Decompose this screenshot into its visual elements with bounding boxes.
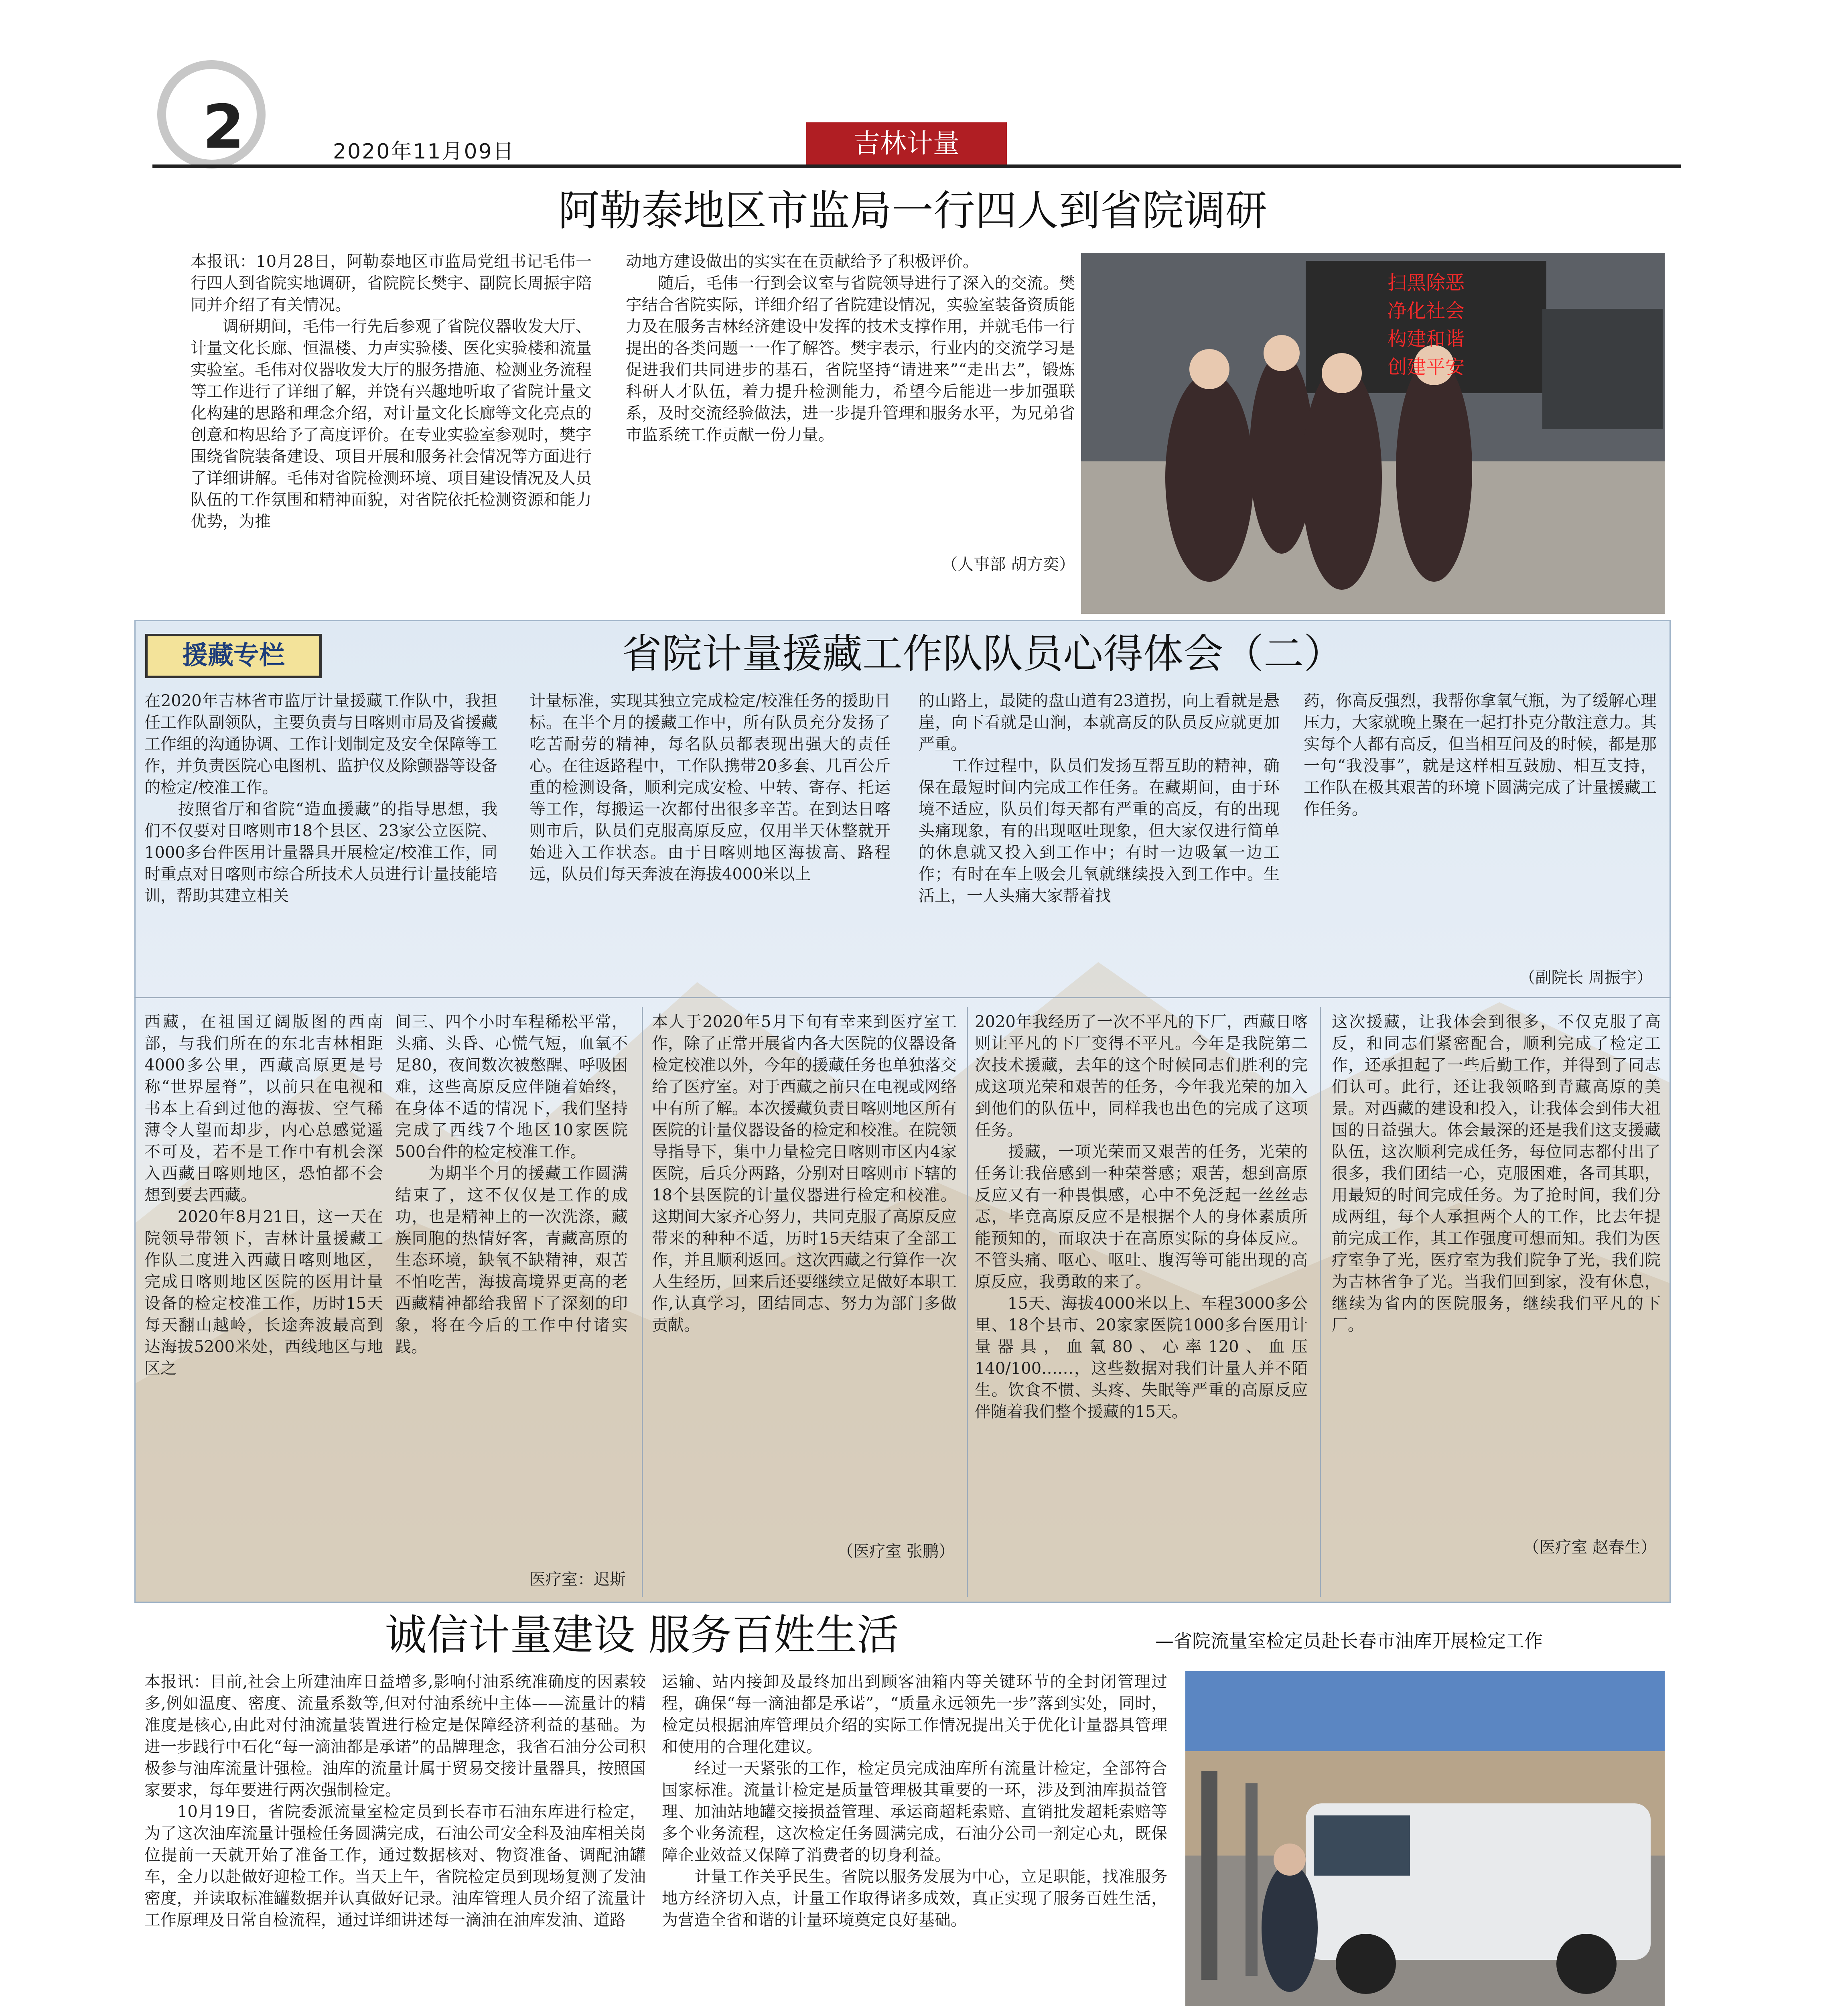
banner-line-3: 构建和谐	[1387, 328, 1465, 350]
banner-line-4: 创建平安	[1387, 356, 1465, 378]
article3-photo	[1185, 1671, 1665, 2006]
article1-byline: （人事部 胡方奕）	[941, 555, 1075, 574]
article1-col1: 本报讯：10月28日，阿勒泰地区市监局党组书记毛伟一行四人到省院实地调研，省院院长樊宇、副院长周振宇陪同并介绍了有关情况。 调研期间，毛伟一行先后参观了省院仪器收发大厅、计量文化长廊、恒温楼、力声实验楼、医化实验楼和流量实验室。毛伟对仪器收发大厅的服务措施、检测业务流程等工作进行了详细了解，并饶有兴趣地听取了省院计量文化构建的思路和理念介绍，对计量文化长廊等文化亮点的创意和构思给予了高度评价。在专业实验室参观时，樊宇围绕省院装备建设、项目开展和服务社会情况等方面进行了详细讲解。毛伟对省院检测环境、项目建设情况及人员队伍的工作氛围和精神面貌，对省院依托检测资源和能力优势，为推	[191, 252, 592, 531]
article2-title: 省院计量援藏工作队队员心得体会（二）	[622, 630, 1344, 677]
article1-title: 阿勒泰地区市监局一行四人到省院调研	[558, 186, 1267, 235]
article2-p1-col3: 的山路上，最陡的盘山道有23道拐，向上看就是悬崖，向下看就是山涧，本就高反的队员反应就更加严重。 工作过程中，队员们发扬互帮互助的精神，确保在最短时间内完成工作任务。在藏期间，由于环境不适应，队员们每天都有严重的高反，有的出现头痛现象，有的出现呕吐现象，但大家仅进行简单的休息就又投入到工作中；有时一边吸氧一边工作；有时在车上吸会儿氧就继续投入到工作中。生活上，一人头痛大家帮着找	[919, 692, 1280, 905]
article2-p2-col1: 西藏，在祖国辽阔版图的西南部，与我们所在的东北吉林相距4000多公里，西藏高原更是号称“世界屋脊”，以前只在电视和书本上看到过他的海拔、空气稀薄令人望而却步，内心总感觉遥不可及，若不是工作中有机会深入西藏日喀则地区，恐怕都不会想到要去西藏。 2020年8月21日，这一天在院领导带领下，吉林计量援藏工作队二度进入西藏日喀则地区，完成日喀则地区医院的医用计量设备的检定校准工作，历时15天每天翻山越岭，长途奔波最高到达海拔5200米处，西线地区与地区之	[144, 1013, 383, 1378]
fuel-truck-photo-illustration	[1185, 1671, 1665, 2006]
article2-p1-col4: 药，你高反强烈，我帮你拿氧气瓶，为了缓解心理压力，大家就晚上聚在一起打扑克分散注意力。其实每个人都有高反，但当相互问及的时候，都是那一句“我没事”，就是这样相互鼓励、相互支持，工作队在极其艰苦的环境下圆满完成了计量援藏工作任务。	[1304, 692, 1657, 818]
article2-p2-col3-byline: （医疗室 张鹏）	[837, 1542, 955, 1561]
article1-col2: 动地方建设做出的实实在在贡献给予了积极评价。 随后，毛伟一行到会议室与省院领导进行了深入的交流。樊宇结合省院实际，详细介绍了省院建设情况，实验室装备资质能力及在服务吉林经济建设中发挥的技术支撑作用，并就毛伟一行提出的各类问题一一作了解答。樊宇表示，行业内的交流学习是促进我们共同进步的基石，省院坚持“请进来”“走出去”，锻炼科研人才队伍，着力提升检测能力，希望今后能进一步加强联系，及时交流经验做法，进一步提升管理和服务水平，为兄弟省市监系统工作贡献一份力量。	[626, 252, 1075, 444]
column-rule	[642, 1007, 643, 1597]
article3-col2: 运输、站内接卸及最终加出到顾客油箱内等关键环节的全封闭管理过程，确保“每一滴油都是承诺”，“质量永远领先一步”落到实处，同时，检定员根据油库管理员介绍的实际工作情况提出关于优化计量器具管理和使用的合理化建议。 经过一天紧张的工作，检定员完成油库所有流量计检定，全部符合国家标准。流量计检定是质量管理极其重要的一环，涉及到油库损益管理、加油站地罐交接损益管理、承运商超耗索赔、直销批发超耗索赔等多个业务流程，这次检定任务圆满完成，石油分公司一剂定心丸，既保障企业效益又保障了消费者的切身利益。 计量工作关乎民生。省院以服务发展为中心，立足职能，找准服务地方经济切入点，计量工作取得诸多成效，真正实现了服务百姓生活，为营造全省和谐的计量环境奠定良好基础。	[662, 1673, 1167, 1929]
article3-subtitle: —省院流量室检定员赴长春市油库开展检定工作	[1155, 1630, 1543, 1652]
article3-col1: 本报讯：目前,社会上所建油库日益增多,影响付油系统准确度的因素较多,例如温度、密度、流量系数等,但对付油系统中主体——流量计的精准度是核心,由此对付油流量装置进行检定是保障经济利益的基础。为进一步践行中石化“每一滴油都是承诺”的品牌理念，我省石油分公司积极参与油库流量计强检。油库的流量计属于贸易交接计量器具，按照国家要求，每年要进行两次强制检定。 10月19日，省院委派流量室检定员到长春市石油东库进行检定，为了这次油库流量计强检任务圆满完成，石油公司安全科及油库相关岗位提前一天就开始了准备工作，通过数据核对、物资准备、调配油罐车，全力以赴做好迎检工作。当天上午，省院检定员到现场复测了发油密度，并读取标准罐数据并认真做好记录。油库管理人员介绍了流量计工作原理及日常自检流程，通过详细讲述每一滴油在油库发油、道路	[144, 1673, 646, 1929]
article2-p2-col2-byline: 医疗室：迟斯	[529, 1570, 626, 1589]
section-name: 吉林计量	[806, 122, 1007, 164]
column-rule	[1320, 1007, 1321, 1597]
article2-p1-col2: 计量标准，实现其独立完成检定/校准任务的援助目标。在半个月的援藏工作中，所有队员充分发扬了吃苦耐劳的精神，每名队员都表现出强大的责任心。在往返路程中，工作队携带20多套、几百公斤重的检测设备，顺利完成安检、中转、寄存、托运等工作，每搬运一次都付出很多辛苦。在到达日喀则市后，队员们克服高原反应，仅用半天休整就开始进入工作状态。由于日喀则地区海拔高、路程远，队员们每天奔波在海拔4000米以上	[529, 692, 891, 883]
article2-p2-col3: 本人于2020年5月下旬有幸来到医疗室工作，除了正常开展省内各大医院的仪器设备检定校准以外，今年的援藏任务也单独落交给了医疗室。对于西藏之前只在电视或网络中有所了解。本次援藏负责日喀则地区所有医院的计量仪器设备的检定和校准。在院领导指导下，集中力量检完日喀则市区内4家医院，后兵分两路，分别对日喀则市下辖的18个县医院的计量仪器进行检定和校准。这期间大家齐心努力，共同克服了高原反应带来的种种不适，历时15天结束了全部工作，并且顺利返回。这次西藏之行算作一次人生经历，回来后还要继续立足做好本职工作,认真学习，团结同志、努力为部门多做贡献。	[652, 1013, 957, 1334]
issue-date: 2020年11月09日	[333, 140, 515, 164]
banner-line-1: 扫黑除恶	[1387, 272, 1465, 294]
article1-photo	[1081, 253, 1665, 614]
article2-p1-byline: （副院长 周振宇）	[1519, 968, 1653, 987]
article2-p2-col5-byline: （医疗室 赵春生）	[1523, 1538, 1657, 1557]
banner-line-2: 净化社会	[1387, 300, 1465, 322]
article2-p2-col5: 这次援藏，让我体会到很多，不仅克服了高反，和同志们紧密配合，顺利完成了检定工作，还承担起了一些后勤工作，并得到了同志们认可。此行，还让我领略到青藏高原的美景。对西藏的建设和投入，让我体会到伟大祖国的日益强大。体会最深的还是我们这支援藏队伍，这次顺利完成任务，每位同志都付出了很多，我们团结一心，克服困难，各司其职，用最短的时间完成任务。为了抢时间，我们分成两组，每个人承担两个人的工作，比去年提前完成工作，其工作强度可想而知。我们为医疗室争了光，医疗室为我们院争了光，我们院为吉林省争了光。当我们回到家，没有休息，继续为省内的医院服务，继续我们平凡的下厂。	[1332, 1013, 1661, 1334]
article3-title: 诚信计量建设 服务百姓生活	[385, 1610, 899, 1659]
article2-p1-col1: 在2020年吉林省市监厅计量援藏工作队中，我担任工作队副领队，主要负责与日喀则市局及省援藏工作组的沟通协调、工作计划制定及安全保障等工作，并负责医院心电图机、监护仪及除颤器等设备的检定/校准工作。 按照省厅和省院“造血援藏”的指导思想，我们不仅要对日喀则市18个县区、23家公立医院、1000多台件医用计量器具开展检定/校准工作，同时重点对日喀则市综合所技术人员进行计量技能培训，帮助其建立相关	[144, 692, 497, 905]
photo-banner	[1322, 269, 1530, 381]
column-tag: 援藏专栏	[145, 634, 322, 678]
header-rule	[152, 164, 1681, 168]
article2-p2-col4: 2020年我经历了一次不平凡的下厂，西藏日喀则让平凡的下厂变得不平凡。今年是我院第二次技术援藏，去年的这个时候同志们胜利的完成这项光荣和艰苦的任务，今年我光荣的加入到他们的队伍中，同样我也出色的完成了这项任务。 援藏，一项光荣而又艰苦的任务，光荣的任务让我倍感到一种荣誉感；艰苦，想到高原反应又有一种畏惧感，心中不免泛起一丝丝忐忑，毕竟高原反应不是根据个人的身体素质所能预知的，而取决于在高原实际的身体反应。不管头痛、呕心、呕吐、腹泻等可能出现的高原反应，我勇敢的来了。 15天、海拔4000米以上、车程3000多公里、18个县市、20家家医院1000多台医用计量器具，血氧80、心率120、血压140/100……，这些数据对我们计量人并不陌生。饮食不惯、头疼、失眠等严重的高原反应伴随着我们整个援藏的15天。	[975, 1013, 1308, 1421]
article2-p2-col2: 间三、四个小时车程稀松平常，头痛、头昏、心慌气短，血氧不足80，夜间数次被憋醒、呼吸困难，这些高原反应伴随着始终，在身体不适的情况下，我们坚持完成了西线7个地区10家医院500台件的检定校准工作。 为期半个月的援藏工作圆满结束了，这不仅仅是工作的成功，也是精神上的一次洗涤，藏族同胞的热情好客，青藏高原的生态环境，缺氧不缺精神，艰苦不怕吃苦，海拔高境界更高的老西藏精神都给我留下了深刻的印象，将在今后的工作中付诸实践。	[395, 1013, 628, 1356]
column-rule	[967, 1007, 968, 1597]
panel-divider	[134, 997, 1671, 998]
page-number: 2	[203, 92, 245, 162]
